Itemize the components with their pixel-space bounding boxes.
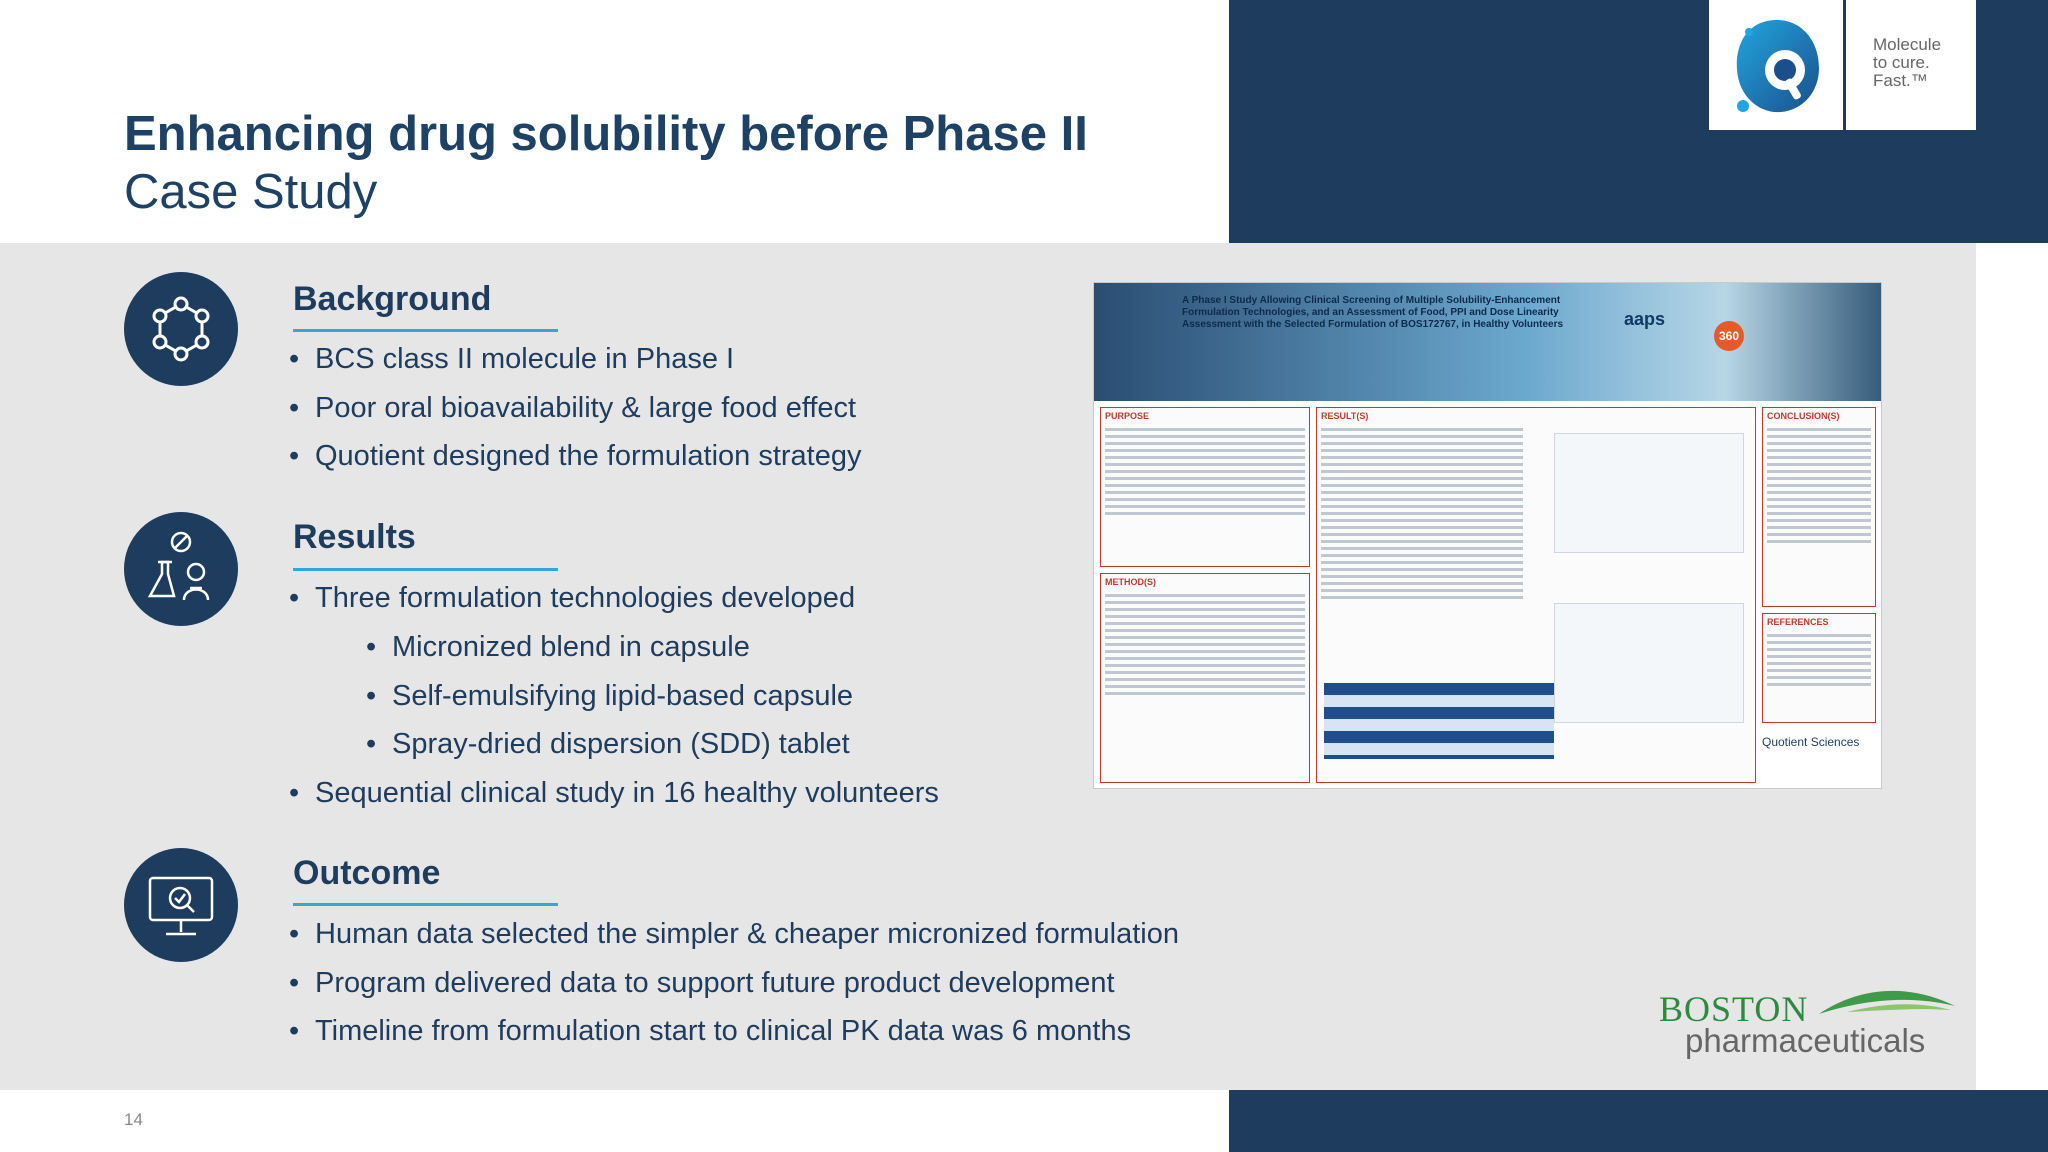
poster-conclusions: CONCLUSION(S) (1762, 407, 1876, 607)
molecule-icon (124, 272, 238, 386)
poster-purpose: PURPOSE (1100, 407, 1310, 567)
partner-name-bottom: pharmaceuticals (1685, 1022, 1926, 1059)
right-margin-strip (1976, 243, 2048, 1090)
footer-strip (0, 1090, 1229, 1152)
background-heading-rule (293, 329, 558, 332)
results-heading-rule (293, 568, 558, 571)
poster-thumbnail (1093, 282, 1882, 789)
partner-name-top: BOSTON (1659, 989, 1809, 1029)
tagline: Molecule to cure. Fast.™ (1873, 35, 1942, 90)
tagline-box (1846, 0, 1976, 130)
boston-pharmaceuticals-logo (1657, 984, 1957, 1064)
slide-subtitle: Case Study (124, 165, 378, 219)
page-number: 14 (124, 1110, 143, 1129)
poster-footer-logo: Quotient Sciences (1762, 735, 1860, 749)
slide-title: Enhancing drug solubility before Phase II (124, 107, 1088, 161)
poster-badge: 360 (1714, 321, 1744, 351)
results-heading: Results (293, 518, 416, 556)
poster-graph-2 (1554, 603, 1744, 723)
poster-results: RESULT(S) (1316, 407, 1756, 783)
poster-title: A Phase I Study Allowing Clinical Screening of Multiple Solubility-Enhancement Formulation Technologies, and an Assessment of Food, PPI and Dose Linearity Assessment with the Selected Formulation of BOS172767, in Healthy Volunteers (1182, 295, 1564, 330)
lab-scientist-icon (124, 512, 238, 626)
poster-methods: METHOD(S) (1100, 573, 1310, 783)
q-logo-icon (1729, 12, 1825, 120)
poster-references: REFERENCES (1762, 613, 1876, 723)
poster-graph-1 (1554, 433, 1744, 553)
quotient-logo (1709, 0, 1843, 130)
leaf-swoosh-icon (1817, 984, 1957, 1024)
monitor-check-icon (124, 848, 238, 962)
background-heading: Background (293, 280, 492, 318)
outcome-heading: Outcome (293, 854, 441, 892)
poster-table (1324, 683, 1554, 759)
outcome-heading-rule (293, 903, 558, 906)
poster-header (1094, 283, 1882, 401)
poster-society-logo: aaps (1624, 309, 1666, 329)
